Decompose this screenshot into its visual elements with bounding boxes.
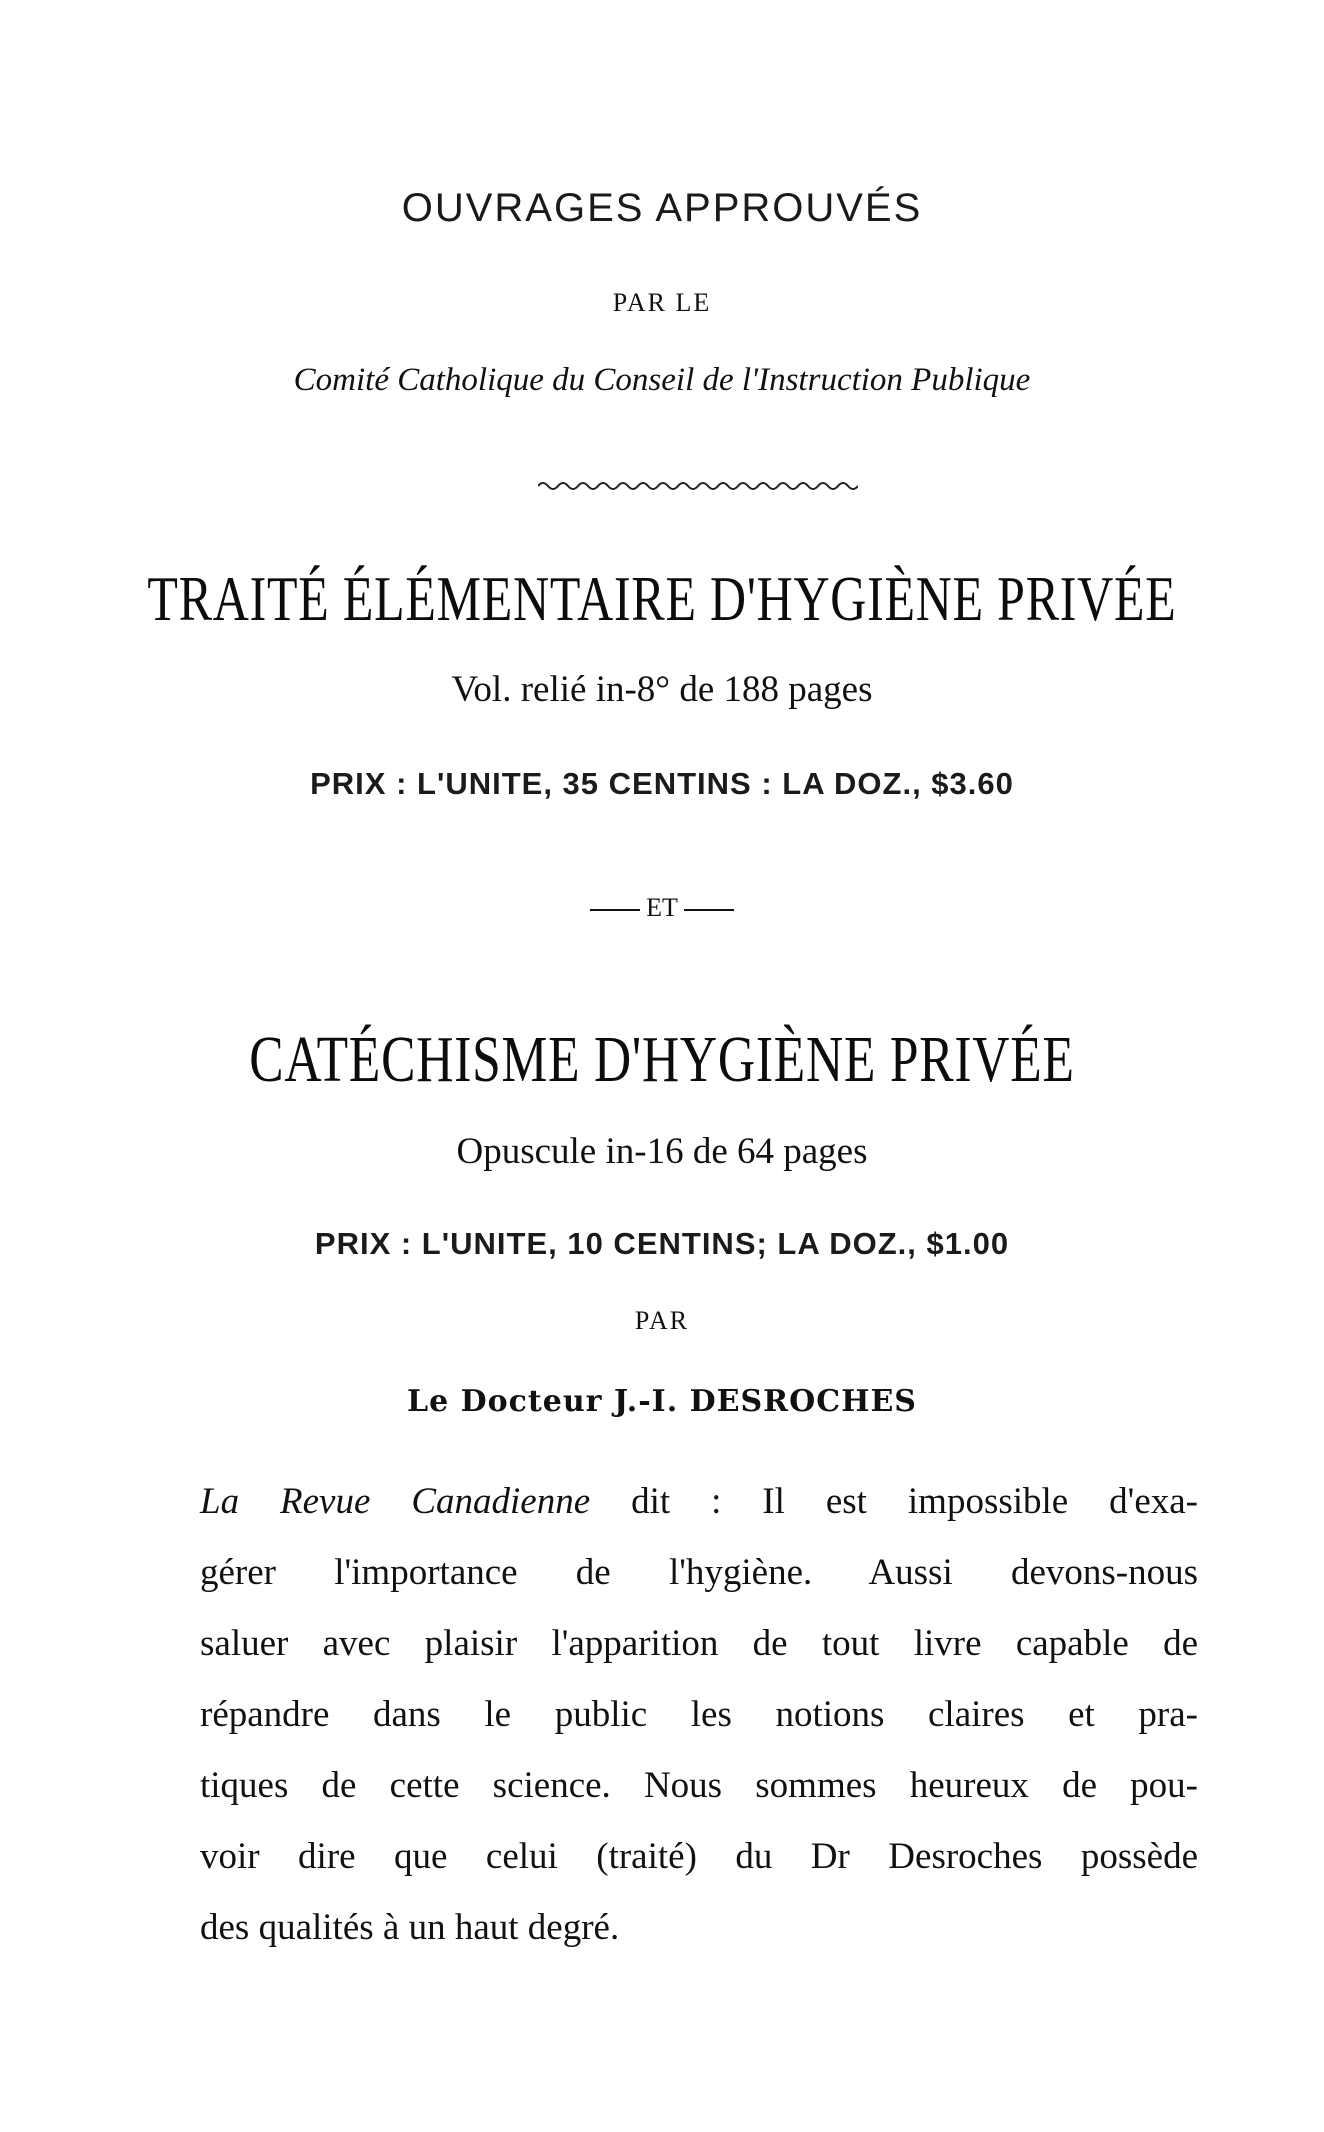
author-name: Le Docteur J.-I. DESROCHES	[407, 1384, 917, 1419]
review-line-4: répandre dans le public les notions claires et pra-	[200, 1694, 1198, 1735]
review-line-2: gérer l'importance de l'hygiène. Aussi devons-nous	[200, 1552, 1198, 1593]
et-separator	[0, 893, 1324, 923]
review-source: La Revue Canadienne	[200, 1481, 591, 1522]
book1-title-wrap	[0, 562, 1324, 636]
book1-title: TRAITÉ ÉLÉMENTAIRE D'HYGIÈNE PRIVÉE	[147, 563, 1177, 634]
par-le-label: PAR LE	[612, 288, 712, 317]
separator-line-left	[590, 909, 640, 911]
review-line-3: saluer avec plaisir l'apparition de tout livre capable de	[200, 1623, 1198, 1664]
wavy-rule-ornament	[538, 478, 858, 494]
review-line-1-text: dit : Il est impossible d'exa-	[590, 1481, 1199, 1522]
book2-title-wrap	[0, 1022, 1324, 1098]
review-line-5: tiques de cette science. Nous sommes heureux de pou-	[200, 1765, 1198, 1806]
book2-details: Opuscule in-16 de 64 pages	[456, 1131, 868, 1172]
review-line-6: voir dire que celui (traité) du Dr Desroches possède	[200, 1836, 1198, 1877]
book1-details: Vol. relié in-8° de 188 pages	[451, 669, 873, 710]
separator-line-right	[684, 909, 734, 911]
review-line-1	[200, 1466, 1198, 1537]
page-heading: OUVRAGES APPROUVÉS	[401, 186, 923, 230]
committee-name: Comité Catholique du Conseil de l'Instruction Publique	[293, 362, 1031, 398]
book2-title: CATÉCHISME D'HYGIÈNE PRIVÉE	[249, 1023, 1075, 1096]
et-label: ET	[646, 893, 678, 922]
review-line-7: des qualités à un haut degré.	[200, 1907, 620, 1948]
review-paragraph	[200, 1466, 1198, 1963]
book1-price: PRIX : L'UNITE, 35 CENTINS : LA DOZ., $3.60	[310, 766, 1014, 801]
book2-price: PRIX : L'UNITE, 10 CENTINS; LA DOZ., $1.00	[314, 1226, 1010, 1261]
par-label: PAR	[634, 1306, 690, 1335]
